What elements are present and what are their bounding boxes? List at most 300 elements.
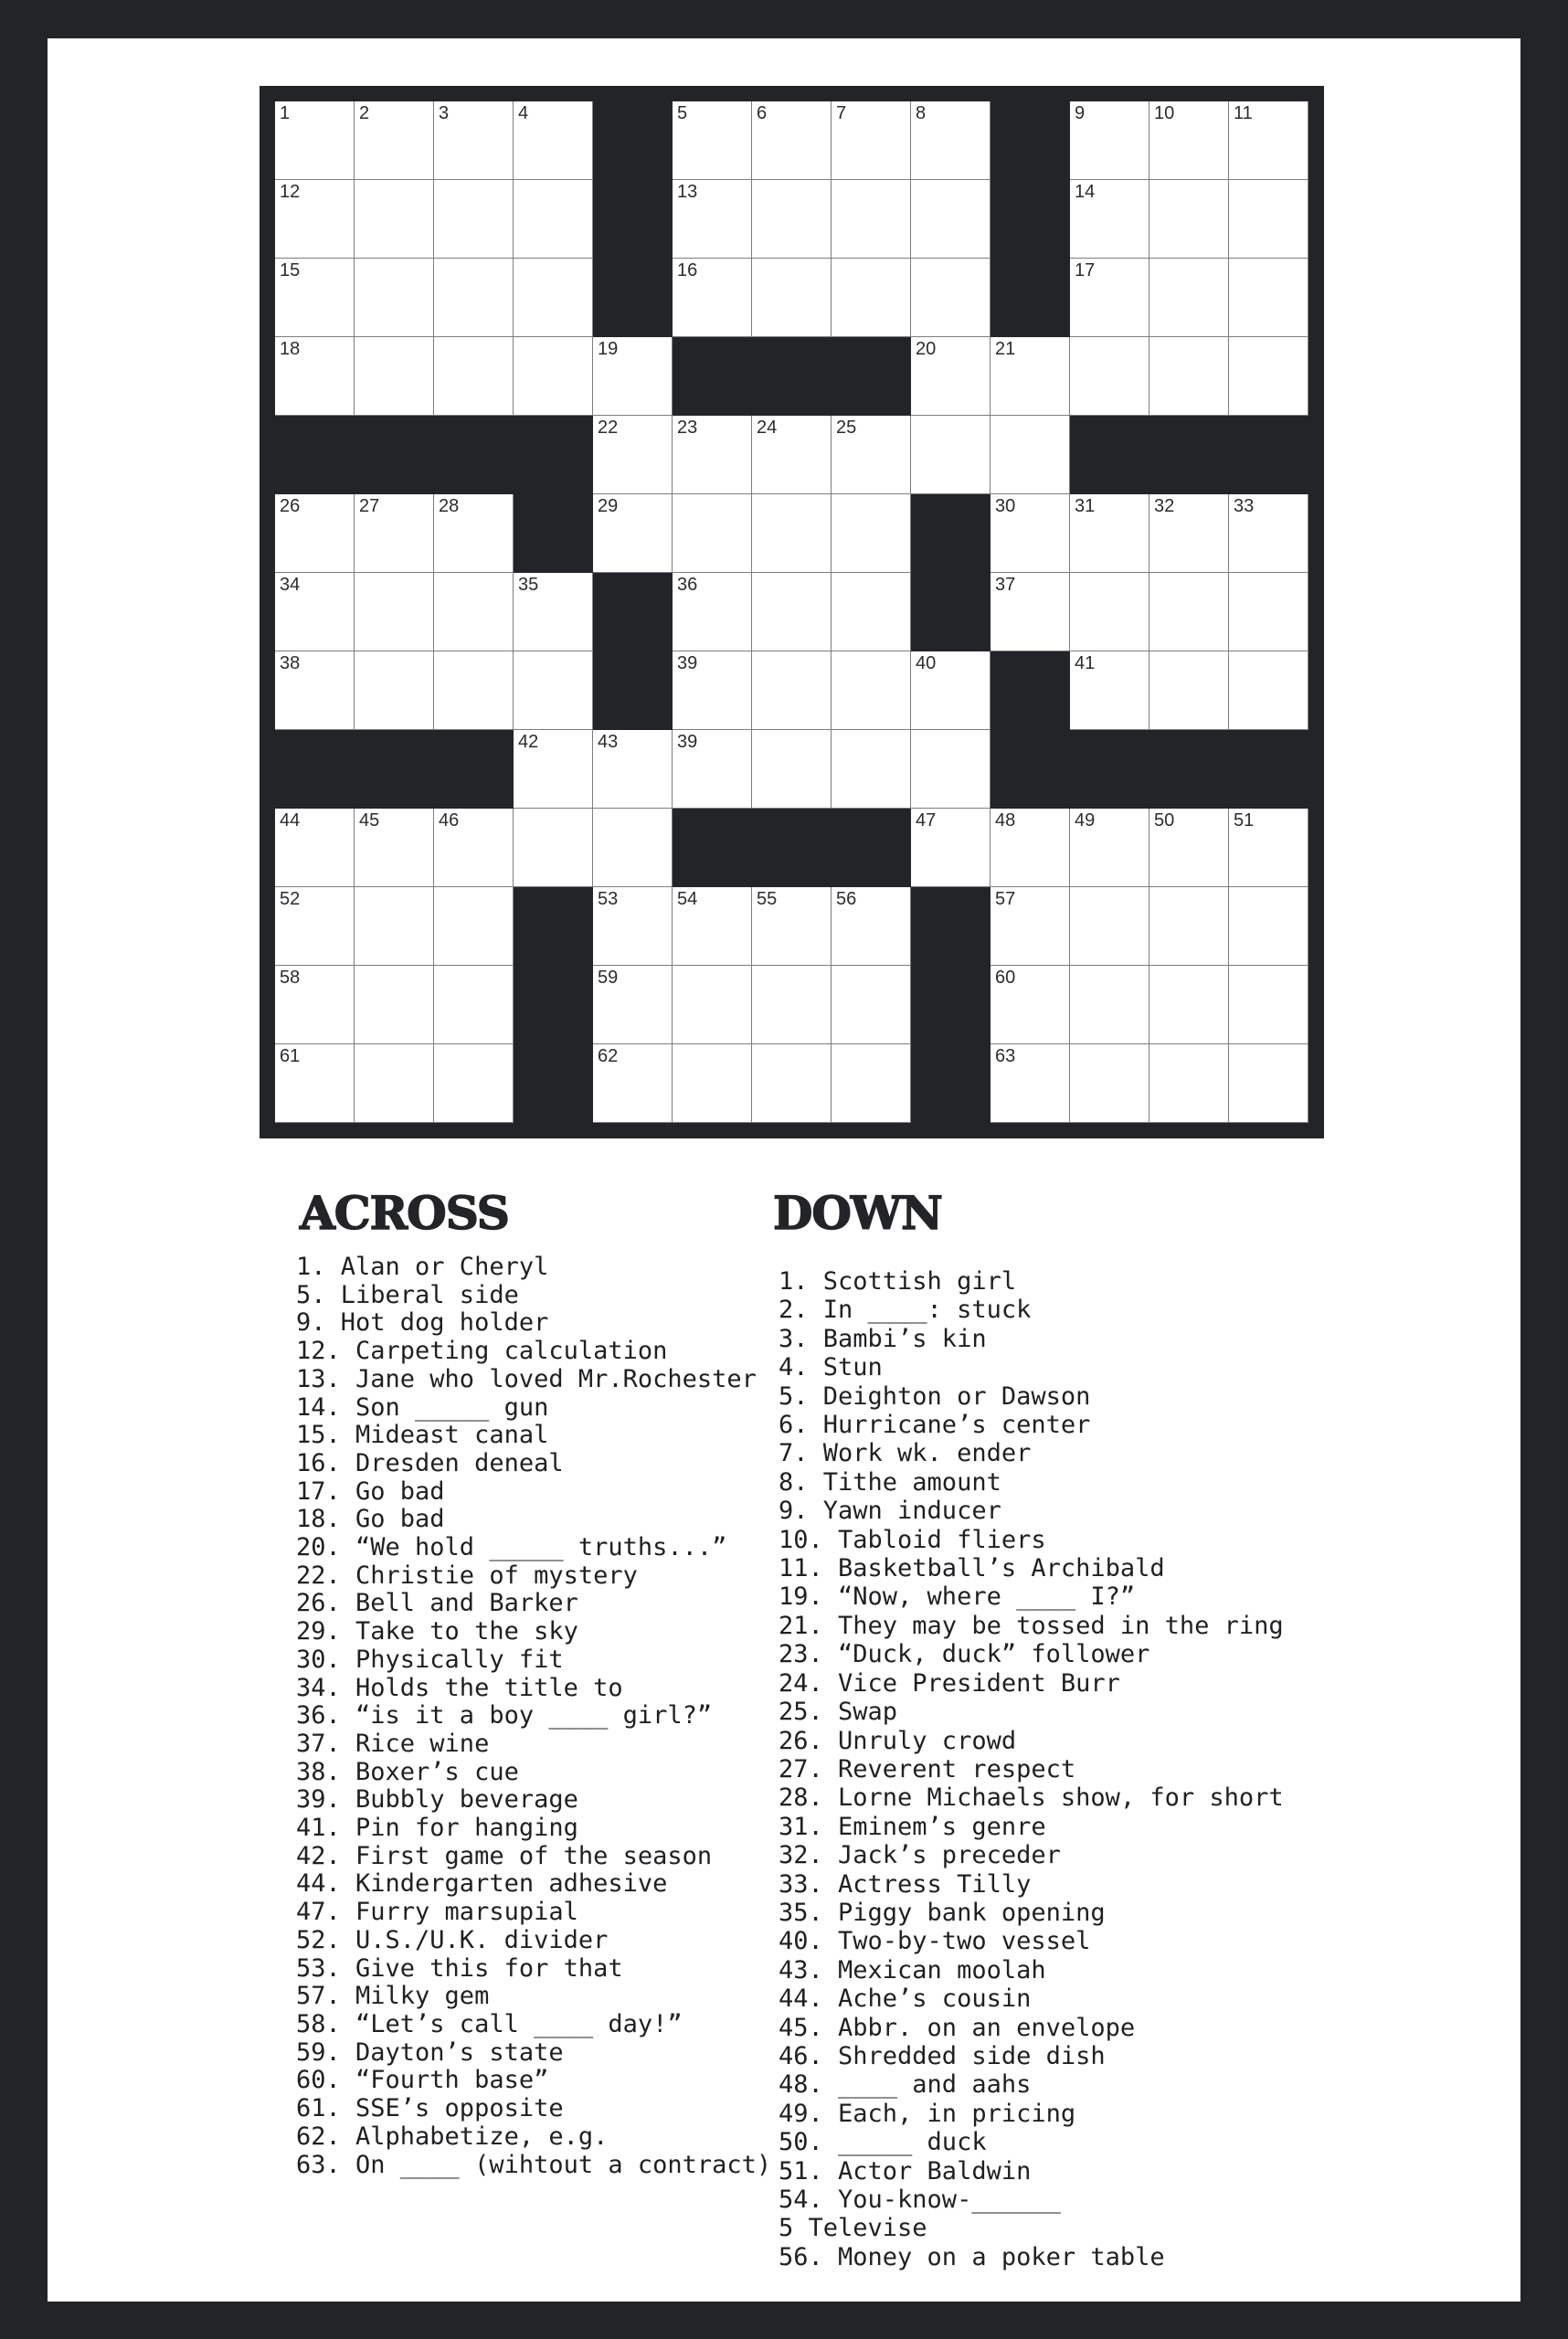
grid-cell-white[interactable] xyxy=(1150,337,1229,416)
grid-cell-white[interactable] xyxy=(673,730,752,809)
cell-number: 49 xyxy=(1075,810,1096,831)
grid-cell-white[interactable] xyxy=(752,180,832,259)
grid-cell-black xyxy=(1070,416,1150,494)
across-clue: 1. Alan or Cheryl xyxy=(296,1253,549,1281)
grid-cell-white[interactable] xyxy=(593,730,673,809)
across-clue: 26. Bell and Barker xyxy=(296,1589,578,1618)
cell-number: 16 xyxy=(677,260,698,280)
grid-cell-black xyxy=(991,259,1070,337)
grid-cell-white[interactable] xyxy=(275,651,355,730)
across-clue: 9. Hot dog holder xyxy=(296,1308,549,1338)
grid-cell-white[interactable] xyxy=(752,1044,832,1123)
grid-cell-white[interactable] xyxy=(275,966,355,1044)
grid-cell-white[interactable] xyxy=(911,259,991,337)
grid-cell-white[interactable] xyxy=(275,809,355,887)
across-clue: 37. Rice wine xyxy=(296,1729,490,1758)
grid-cell-white[interactable] xyxy=(673,651,752,730)
cell-number: 2 xyxy=(359,103,370,123)
grid-cell-white[interactable] xyxy=(911,809,991,887)
grid-cell-white[interactable] xyxy=(1229,966,1308,1044)
cell-number: 39 xyxy=(677,732,698,752)
cell-number: 26 xyxy=(280,496,301,516)
grid-cell-black xyxy=(911,494,991,573)
grid-cell-white[interactable] xyxy=(434,966,514,1044)
grid-cell-white[interactable] xyxy=(991,809,1070,887)
cell-number: 63 xyxy=(995,1046,1016,1066)
grid-cell-white[interactable] xyxy=(434,887,514,966)
cell-number: 42 xyxy=(518,732,539,752)
grid-cell-white[interactable] xyxy=(991,966,1070,1044)
grid-cell-white[interactable] xyxy=(275,101,355,180)
grid-cell-white[interactable] xyxy=(1229,259,1308,337)
grid-cell-white[interactable] xyxy=(752,887,832,966)
down-clue: 1. Scottish girl xyxy=(779,1267,1017,1296)
grid-cell-black xyxy=(991,730,1070,809)
grid-cell-white[interactable] xyxy=(1070,651,1150,730)
cell-number: 47 xyxy=(916,810,937,831)
cell-number: 7 xyxy=(836,103,847,123)
grid-cell-white[interactable] xyxy=(1229,494,1308,573)
grid-cell-white[interactable] xyxy=(991,1044,1070,1123)
cell-number: 11 xyxy=(1234,103,1253,123)
grid-cell-white[interactable] xyxy=(355,809,434,887)
grid-cell-white[interactable] xyxy=(593,966,673,1044)
grid-cell-white[interactable] xyxy=(1150,259,1229,337)
grid-cell-black xyxy=(832,337,911,416)
across-clue: 53. Give this for that xyxy=(296,1953,623,1983)
cell-number: 53 xyxy=(598,889,619,909)
cell-number: 37 xyxy=(995,575,1016,595)
grid-cell-white[interactable] xyxy=(673,180,752,259)
grid-cell-white[interactable] xyxy=(514,809,593,887)
grid-cell-white[interactable] xyxy=(911,730,991,809)
grid-cell-white[interactable] xyxy=(832,180,911,259)
grid-cell-white[interactable] xyxy=(593,494,673,573)
grid-cell-black xyxy=(673,337,752,416)
across-clue: 22. Christie of mystery xyxy=(296,1561,638,1590)
down-clue: 54. You-know-______ xyxy=(779,2186,1061,2214)
down-clue: 48. ____ and aahs xyxy=(779,2070,1032,2100)
across-clue: 41. Pin for hanging xyxy=(296,1814,578,1843)
grid-cell-black xyxy=(355,730,434,809)
cell-number: 38 xyxy=(280,653,301,673)
across-clue: 57. Milky gem xyxy=(296,1982,490,2011)
cell-number: 29 xyxy=(598,496,619,516)
grid-cell-white[interactable] xyxy=(991,573,1070,651)
grid-cell-black xyxy=(673,809,752,887)
cell-number: 45 xyxy=(359,810,380,831)
grid-cell-white[interactable] xyxy=(752,651,832,730)
across-clue: 5. Liberal side xyxy=(296,1280,519,1309)
down-clue: 49. Each, in pricing xyxy=(779,2099,1076,2128)
grid-cell-white[interactable] xyxy=(275,573,355,651)
grid-cell-white[interactable] xyxy=(434,494,514,573)
grid-cell-black xyxy=(593,259,673,337)
grid-cell-white[interactable] xyxy=(911,180,991,259)
cell-number: 59 xyxy=(598,968,619,988)
grid-cell-white[interactable] xyxy=(514,651,593,730)
grid-cell-white[interactable] xyxy=(434,809,514,887)
across-clue: 39. Bubbly beverage xyxy=(296,1785,578,1815)
cell-number: 33 xyxy=(1234,496,1255,516)
grid-cell-white[interactable] xyxy=(355,1044,434,1123)
grid-cell-white[interactable] xyxy=(514,259,593,337)
grid-cell-white[interactable] xyxy=(752,101,832,180)
cell-number: 4 xyxy=(518,103,529,123)
cell-number: 3 xyxy=(439,103,450,123)
grid-cell-black xyxy=(752,809,832,887)
grid-cell-white[interactable] xyxy=(1229,180,1308,259)
grid-cell-black xyxy=(514,494,593,573)
grid-cell-white[interactable] xyxy=(1070,966,1150,1044)
down-clue: 21. They may be tossed in the ring xyxy=(779,1611,1284,1640)
grid-cell-white[interactable] xyxy=(673,573,752,651)
grid-cell-white[interactable] xyxy=(1150,101,1229,180)
down-clue: 2. In ____: stuck xyxy=(779,1296,1032,1325)
grid-cell-black xyxy=(514,416,593,494)
cell-number: 44 xyxy=(280,810,301,831)
grid-cell-white[interactable] xyxy=(593,887,673,966)
grid-cell-white[interactable] xyxy=(991,887,1070,966)
grid-cell-white[interactable] xyxy=(355,887,434,966)
cell-number: 5 xyxy=(677,103,688,123)
grid-cell-white[interactable] xyxy=(752,259,832,337)
across-clue: 16. Dresden deneal xyxy=(296,1448,564,1477)
grid-cell-black xyxy=(1229,416,1308,494)
grid-cell-black xyxy=(1150,730,1229,809)
down-clue: 46. Shredded side dish xyxy=(779,2041,1106,2070)
grid-cell-black xyxy=(991,651,1070,730)
grid-cell-white[interactable] xyxy=(832,651,911,730)
grid-cell-white[interactable] xyxy=(1070,887,1150,966)
cell-number: 39 xyxy=(677,653,698,673)
grid-cell-black xyxy=(355,416,434,494)
grid-cell-white[interactable] xyxy=(673,416,752,494)
grid-cell-black xyxy=(514,887,593,966)
grid-cell-white[interactable] xyxy=(832,416,911,494)
across-clue: 38. Boxer’s cue xyxy=(296,1757,519,1786)
cell-number: 41 xyxy=(1075,653,1096,673)
grid-cell-white[interactable] xyxy=(1070,809,1150,887)
grid-cell-white[interactable] xyxy=(355,337,434,416)
down-clue: 19. “Now, where ____ I?” xyxy=(779,1582,1136,1612)
grid-cell-white[interactable] xyxy=(832,730,911,809)
grid-cell-white[interactable] xyxy=(911,337,991,416)
grid-cell-white[interactable] xyxy=(911,101,991,180)
down-clue: 50. _____ duck xyxy=(779,2128,987,2157)
cell-number: 14 xyxy=(1075,182,1096,202)
grid-cell-white[interactable] xyxy=(1070,573,1150,651)
grid-cell-white[interactable] xyxy=(673,1044,752,1123)
across-clue: 36. “is it a boy ____ girl?” xyxy=(296,1701,713,1730)
cell-number: 50 xyxy=(1154,810,1175,831)
grid-cell-white[interactable] xyxy=(514,101,593,180)
down-clue: 23. “Duck, duck” follower xyxy=(779,1640,1150,1669)
down-clue: 51. Actor Baldwin xyxy=(779,2156,1032,2186)
cell-number: 20 xyxy=(916,339,937,359)
grid-cell-white[interactable] xyxy=(991,416,1070,494)
cell-number: 22 xyxy=(598,418,619,438)
grid-cell-white[interactable] xyxy=(673,259,752,337)
grid-cell-white[interactable] xyxy=(434,337,514,416)
down-clue: 43. Mexican moolah xyxy=(779,1955,1046,1984)
grid-cell-white[interactable] xyxy=(1150,966,1229,1044)
across-clue: 44. Kindergarten adhesive xyxy=(296,1869,668,1899)
grid-cell-white[interactable] xyxy=(752,416,832,494)
grid-cell-black xyxy=(593,180,673,259)
grid-cell-black xyxy=(752,337,832,416)
down-clue: 5. Deighton or Dawson xyxy=(779,1381,1091,1411)
down-clue: 5 Televise xyxy=(779,2214,927,2243)
down-clue: 44. Ache’s cousin xyxy=(779,1984,1032,2014)
grid-cell-black xyxy=(434,730,514,809)
grid-cell-black xyxy=(1229,730,1308,809)
cell-number: 54 xyxy=(677,889,698,909)
down-clue-list xyxy=(779,1267,1284,2271)
across-clue: 59. Dayton’s state xyxy=(296,2037,564,2067)
grid-cell-white[interactable] xyxy=(355,651,434,730)
cell-number: 13 xyxy=(677,182,698,202)
down-clue: 56. Money on a poker table xyxy=(779,2242,1165,2271)
cell-number: 1 xyxy=(280,103,291,123)
cell-number: 10 xyxy=(1154,103,1175,123)
down-clue: 31. Eminem’s genre xyxy=(779,1812,1046,1841)
grid-cell-black xyxy=(991,180,1070,259)
grid-cell-white[interactable] xyxy=(1229,809,1308,887)
across-clue: 17. Go bad xyxy=(296,1476,445,1506)
across-clue: 20. “We hold _____ truths...” xyxy=(296,1533,727,1562)
cell-number: 6 xyxy=(757,103,768,123)
grid-cell-black xyxy=(1150,416,1229,494)
cell-number: 25 xyxy=(836,418,857,438)
grid-cell-white[interactable] xyxy=(673,966,752,1044)
grid-cell-white[interactable] xyxy=(593,1044,673,1123)
grid-cell-white[interactable] xyxy=(832,573,911,651)
across-clue: 63. On ____ (wihtout a contract) xyxy=(296,2150,772,2179)
grid-cell-white[interactable] xyxy=(355,966,434,1044)
grid-cell-black xyxy=(593,101,673,180)
grid-cell-white[interactable] xyxy=(514,730,593,809)
grid-cell-white[interactable] xyxy=(275,259,355,337)
grid-cell-black xyxy=(911,1044,991,1123)
grid-cell-black xyxy=(832,809,911,887)
down-clue: 9. Yawn inducer xyxy=(779,1497,1001,1526)
grid-cell-black xyxy=(434,416,514,494)
grid-cell-white[interactable] xyxy=(673,887,752,966)
cell-number: 12 xyxy=(280,182,301,202)
cell-number: 23 xyxy=(677,418,698,438)
grid-cell-white[interactable] xyxy=(1070,494,1150,573)
grid-cell-white[interactable] xyxy=(514,573,593,651)
grid-cell-white[interactable] xyxy=(514,337,593,416)
grid-cell-white[interactable] xyxy=(275,887,355,966)
cell-number: 34 xyxy=(280,575,301,595)
down-clue: 28. Lorne Michaels show, for short xyxy=(779,1783,1284,1813)
across-clue: 15. Mideast canal xyxy=(296,1421,549,1450)
down-clue: 33. Actress Tilly xyxy=(779,1869,1032,1899)
cell-number: 28 xyxy=(439,496,460,516)
grid-cell-white[interactable] xyxy=(673,494,752,573)
cell-number: 8 xyxy=(916,103,927,123)
down-clue: 11. Basketball’s Archibald xyxy=(779,1554,1165,1583)
grid-cell-white[interactable] xyxy=(832,101,911,180)
grid-cell-white[interactable] xyxy=(991,337,1070,416)
down-clue: 45. Abbr. on an envelope xyxy=(779,2013,1136,2042)
grid-cell-white[interactable] xyxy=(752,730,832,809)
cell-number: 58 xyxy=(280,968,301,988)
grid-cell-white[interactable] xyxy=(275,1044,355,1123)
cell-number: 9 xyxy=(1075,103,1086,123)
grid-cell-white[interactable] xyxy=(911,651,991,730)
grid-cell-white[interactable] xyxy=(832,494,911,573)
down-clue: 3. Bambi’s kin xyxy=(779,1324,987,1353)
down-clue: 4. Stun xyxy=(779,1353,883,1382)
crossword-grid xyxy=(275,101,1308,1123)
grid-cell-white[interactable] xyxy=(1150,494,1229,573)
cell-number: 40 xyxy=(916,653,937,673)
across-clue-list xyxy=(296,1254,771,2179)
grid-cell-white[interactable] xyxy=(434,651,514,730)
cell-number: 36 xyxy=(677,575,698,595)
grid-cell-white[interactable] xyxy=(911,416,991,494)
down-clue: 40. Two-by-two vessel xyxy=(779,1927,1091,1956)
grid-cell-white[interactable] xyxy=(1070,337,1150,416)
grid-cell-white[interactable] xyxy=(593,416,673,494)
cell-number: 43 xyxy=(598,732,619,752)
down-clue: 32. Jack’s preceder xyxy=(779,1841,1061,1870)
grid-cell-white[interactable] xyxy=(355,101,434,180)
cell-number: 48 xyxy=(995,810,1016,831)
grid-cell-white[interactable] xyxy=(1229,337,1308,416)
grid-cell-white[interactable] xyxy=(355,180,434,259)
cell-number: 17 xyxy=(1075,260,1096,280)
cell-number: 56 xyxy=(836,889,857,909)
grid-cell-white[interactable] xyxy=(1229,101,1308,180)
grid-cell-white[interactable] xyxy=(752,573,832,651)
across-clue: 14. Son _____ gun xyxy=(296,1392,549,1422)
cell-number: 21 xyxy=(995,339,1016,359)
cell-number: 62 xyxy=(598,1046,619,1066)
across-clue: 52. U.S./U.K. divider xyxy=(296,1925,609,1954)
grid-cell-white[interactable] xyxy=(593,809,673,887)
grid-cell-white[interactable] xyxy=(832,966,911,1044)
grid-cell-white[interactable] xyxy=(355,494,434,573)
cell-number: 19 xyxy=(598,339,619,359)
grid-cell-white[interactable] xyxy=(1070,259,1150,337)
grid-cell-white[interactable] xyxy=(832,259,911,337)
down-clue: 10. Tabloid fliers xyxy=(779,1525,1046,1554)
across-clue: 13. Jane who loved Mr.Rochester xyxy=(296,1364,757,1393)
cell-number: 35 xyxy=(518,575,539,595)
grid-cell-white[interactable] xyxy=(832,887,911,966)
cell-number: 60 xyxy=(995,968,1016,988)
grid-cell-white[interactable] xyxy=(1150,887,1229,966)
across-clue: 58. “Let’s call ____ day!” xyxy=(296,2009,683,2038)
cell-number: 15 xyxy=(280,260,301,280)
grid-cell-white[interactable] xyxy=(1150,180,1229,259)
cell-number: 52 xyxy=(280,889,301,909)
cell-number: 30 xyxy=(995,496,1016,516)
grid-cell-black xyxy=(911,966,991,1044)
grid-cell-white[interactable] xyxy=(1150,1044,1229,1123)
grid-cell-white[interactable] xyxy=(752,966,832,1044)
grid-cell-white[interactable] xyxy=(1229,1044,1308,1123)
grid-cell-white[interactable] xyxy=(434,259,514,337)
across-clue: 12. Carpeting calculation xyxy=(296,1337,668,1366)
grid-cell-white[interactable] xyxy=(275,494,355,573)
grid-cell-white[interactable] xyxy=(593,337,673,416)
grid-cell-white[interactable] xyxy=(275,180,355,259)
grid-cell-black xyxy=(593,651,673,730)
cell-number: 24 xyxy=(757,418,778,438)
down-clue: 7. Work wk. ender xyxy=(779,1439,1032,1468)
cell-number: 51 xyxy=(1234,810,1255,831)
across-clue: 47. Furry marsupial xyxy=(296,1898,578,1927)
grid-cell-white[interactable] xyxy=(1070,180,1150,259)
grid-cell-white[interactable] xyxy=(1070,1044,1150,1123)
grid-cell-white[interactable] xyxy=(752,494,832,573)
grid-cell-white[interactable] xyxy=(1229,573,1308,651)
across-clue: 61. SSE’s opposite xyxy=(296,2094,564,2123)
grid-cell-white[interactable] xyxy=(1150,809,1229,887)
cell-number: 61 xyxy=(280,1046,301,1066)
cell-number: 31 xyxy=(1075,496,1096,516)
across-clue: 30. Physically fit xyxy=(296,1645,564,1674)
down-clue: 35. Piggy bank opening xyxy=(779,1898,1106,1927)
grid-cell-black xyxy=(911,573,991,651)
grid-cell-black xyxy=(514,966,593,1044)
down-clue: 25. Swap xyxy=(779,1698,898,1727)
grid-cell-black xyxy=(1070,730,1150,809)
across-heading: ACROSS xyxy=(300,1186,509,1240)
grid-cell-white[interactable] xyxy=(1150,573,1229,651)
grid-cell-black xyxy=(593,573,673,651)
grid-cell-white[interactable] xyxy=(275,337,355,416)
grid-cell-white[interactable] xyxy=(832,1044,911,1123)
grid-cell-white[interactable] xyxy=(1070,101,1150,180)
across-clue: 62. Alphabetize, e.g. xyxy=(296,2122,609,2151)
down-heading: DOWN xyxy=(773,1186,942,1240)
cell-number: 55 xyxy=(757,889,778,909)
grid-cell-white[interactable] xyxy=(355,259,434,337)
across-clue: 34. Holds the title to xyxy=(296,1673,623,1702)
across-clue: 42. First game of the season xyxy=(296,1841,713,1870)
down-clue: 24. Vice President Burr xyxy=(779,1668,1120,1698)
grid-cell-black xyxy=(911,887,991,966)
grid-cell-white[interactable] xyxy=(434,1044,514,1123)
grid-cell-white[interactable] xyxy=(1229,651,1308,730)
across-clue: 18. Go bad xyxy=(296,1505,445,1534)
cell-number: 32 xyxy=(1154,496,1175,516)
grid-cell-white[interactable] xyxy=(991,494,1070,573)
grid-cell-white[interactable] xyxy=(434,180,514,259)
cell-number: 27 xyxy=(359,496,380,516)
across-clue: 29. Take to the sky xyxy=(296,1617,578,1646)
down-clue: 26. Unruly crowd xyxy=(779,1726,1017,1755)
crossword-grid-frame xyxy=(260,86,1324,1138)
grid-cell-white[interactable] xyxy=(514,180,593,259)
grid-cell-white[interactable] xyxy=(1150,651,1229,730)
grid-cell-white[interactable] xyxy=(434,573,514,651)
down-clue: 8. Tithe amount xyxy=(779,1467,1001,1497)
grid-cell-white[interactable] xyxy=(434,101,514,180)
grid-cell-black xyxy=(514,1044,593,1123)
down-clue: 6. Hurricane’s center xyxy=(779,1411,1091,1440)
grid-cell-white[interactable] xyxy=(355,573,434,651)
grid-cell-white[interactable] xyxy=(673,101,752,180)
grid-cell-black xyxy=(275,416,355,494)
grid-cell-white[interactable] xyxy=(1229,887,1308,966)
